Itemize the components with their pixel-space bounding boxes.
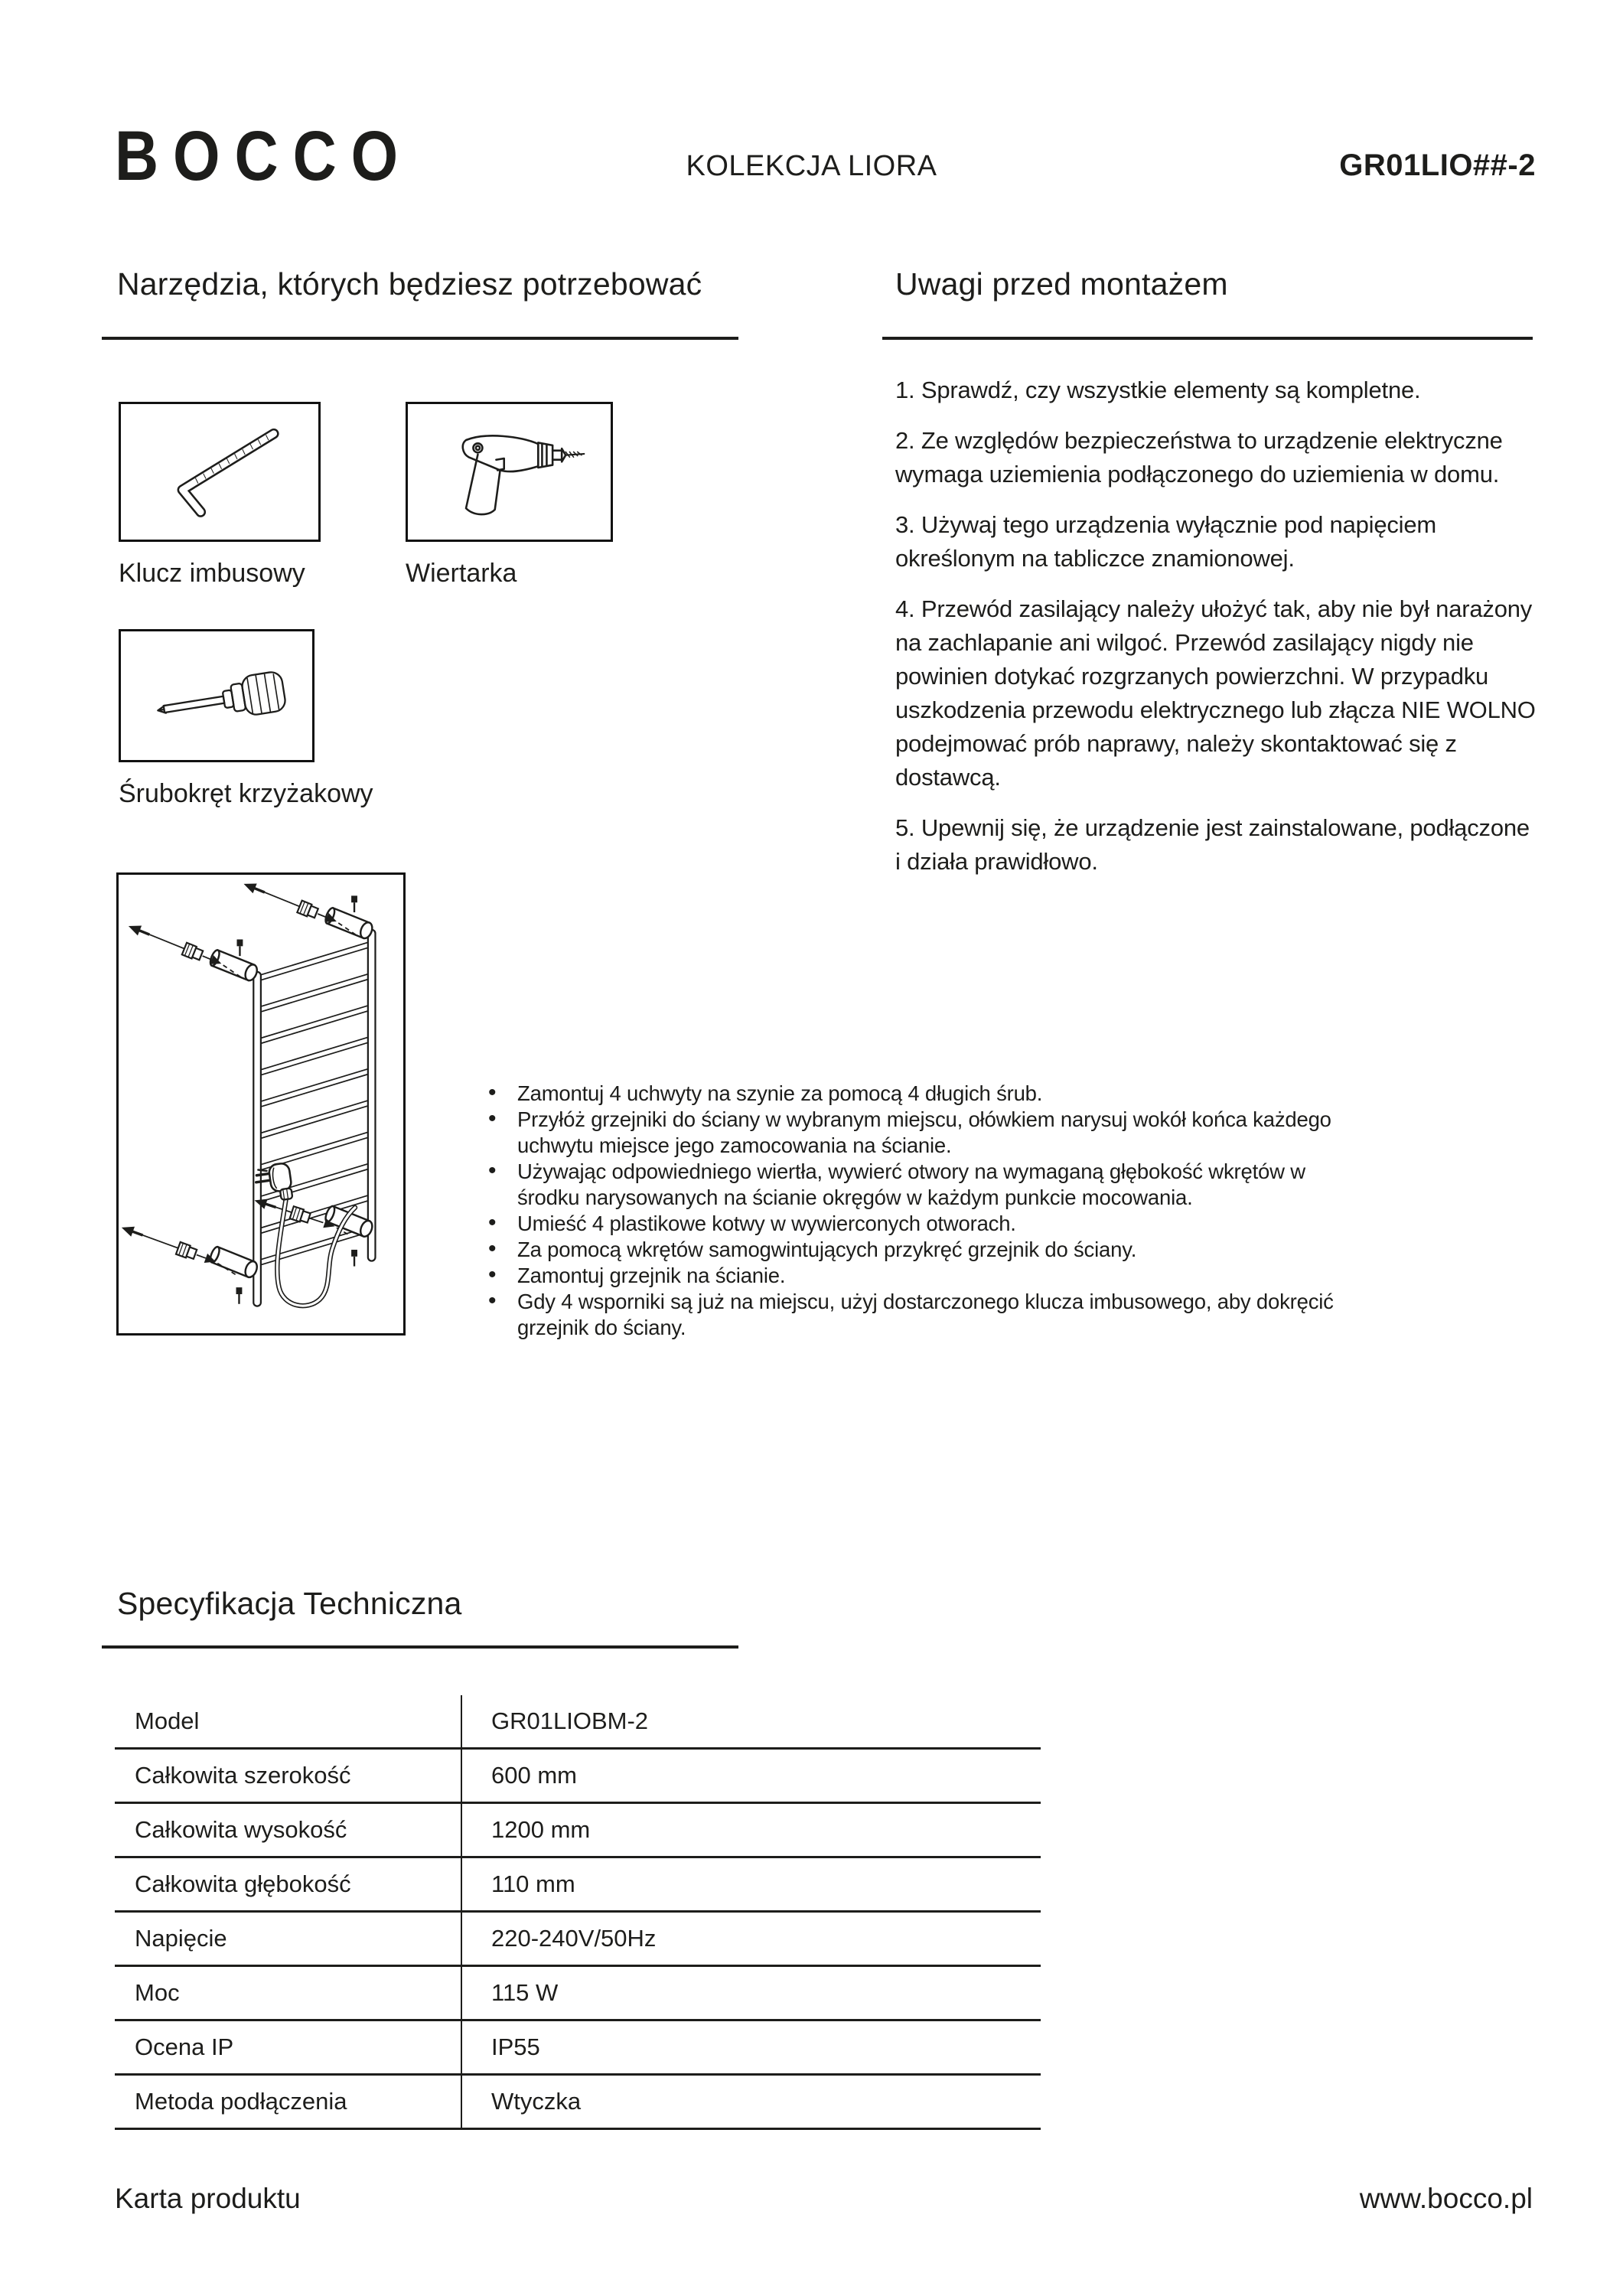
spec-value: 115 W [461,1967,1041,2019]
spec-label: Metoda podłączenia [135,2088,347,2115]
spec-table [115,1695,1041,2130]
tool-label-drill: Wiertarka [406,559,517,588]
spec-label: Napięcie [135,1925,227,1952]
notes-section-title: Uwagi przed montażem [895,266,1228,302]
installation-step: • Za pomocą wkrętów samogwintujących przykręć grzejnik do ściany. [487,1237,1351,1263]
brand-logo: BOCCO [115,117,413,195]
spec-value: 220-240V/50Hz [461,1913,1041,1965]
table-row [115,2021,1041,2076]
installation-step: • Gdy 4 wsporniki są już na miejscu, użyj dostarczonego klucza imbusowego, aby dokręcić grzejnik do ściany. [487,1289,1351,1341]
product-code: GR01LIO##-2 [1339,148,1536,182]
notes-list [895,373,1538,895]
tools-section-title: Narzędzia, których będziesz potrzebować [117,266,702,302]
tool-box-allen-key [119,402,321,542]
spec-section-title: Specyfikacja Techniczna [117,1586,462,1621]
section-divider [102,1645,738,1649]
phillips-screwdriver-icon [135,641,299,752]
spec-label: Całkowita szerokość [135,1762,351,1789]
spec-label: Model [135,1707,200,1734]
spec-label: Całkowita głębokość [135,1870,351,1897]
section-divider [882,337,1533,340]
table-row [115,1804,1041,1858]
spec-value: 110 mm [461,1858,1041,1910]
spec-value: Wtyczka [461,2076,1041,2128]
spec-value: 1200 mm [461,1804,1041,1856]
section-divider [102,337,738,340]
tool-label-allen-key: Klucz imbusowy [119,559,305,588]
footer-document-type: Karta produktu [115,2183,301,2214]
table-row [115,1750,1041,1804]
note-item: 1. Sprawdź, czy wszystkie elementy są kompletne. [895,377,1421,403]
table-row [115,1858,1041,1913]
drill-icon [422,413,598,531]
tool-box-screwdriver [119,629,314,762]
installation-step: • Przyłóż grzejniki do ściany w wybranym miejscu, ołówkiem narysuj wokół końca każdego uchwytu miejsce jego zamocowania na ścianie. [487,1107,1351,1159]
note-item: 5. Upewnij się, że urządzenie jest zainstalowane, podłączone i działa prawidłowo. [895,814,1530,875]
spec-value: GR01LIOBM-2 [461,1695,1041,1747]
table-row [115,2076,1041,2130]
note-item: 3. Używaj tego urządzenia wyłącznie pod napięciem określonym na tabliczce znamionowej. [895,511,1437,572]
radiator-installation-diagram [116,872,406,1336]
table-row [115,1967,1041,2021]
spec-label: Ocena IP [135,2033,234,2060]
allen-key-icon [135,413,304,531]
table-row [115,1913,1041,1967]
table-row [115,1695,1041,1750]
installation-steps-list [487,1081,1351,1341]
spec-value: 600 mm [461,1750,1041,1802]
collection-title: KOLEKCJA LIORA [686,150,937,182]
installation-step: • Używając odpowiedniego wiertła, wywierć otwory na wymaganą głębokość wkrętów w środku narysowanych na ścianie okręgów w każdym punkcie mocowania. [487,1159,1351,1211]
spec-label: Całkowita wysokość [135,1816,347,1843]
note-item: 2. Ze względów bezpieczeństwa to urządzenie elektryczne wymaga uziemienia podłączonego do uziemienia w domu. [895,427,1503,488]
tool-label-screwdriver: Śrubokręt krzyżakowy [119,779,373,808]
spec-value: IP55 [461,2021,1041,2073]
installation-step: • Umieść 4 plastikowe kotwy w wywierconych otworach. [487,1211,1351,1237]
spec-label: Moc [135,1979,180,2006]
note-item: 4. Przewód zasilający należy ułożyć tak, aby nie był narażony na zachlapanie ani wilgoć. Przewód zasilający nigdy nie powinien dotykać rozgrzanych powierzchni. W przypadku uszkodzenia przewodu elektrycznego lub złącza NIE WOLNO podejmować prób naprawy, należy skontaktować się z dostawcą. [895,595,1536,791]
installation-step: • Zamontuj grzejnik na ścianie. [487,1263,1351,1289]
installation-step: • Zamontuj 4 uchwyty na szynie za pomocą 4 długich śrub. [487,1081,1351,1107]
tool-box-drill [406,402,613,542]
footer-website-link[interactable]: www.bocco.pl [1359,2183,1533,2214]
